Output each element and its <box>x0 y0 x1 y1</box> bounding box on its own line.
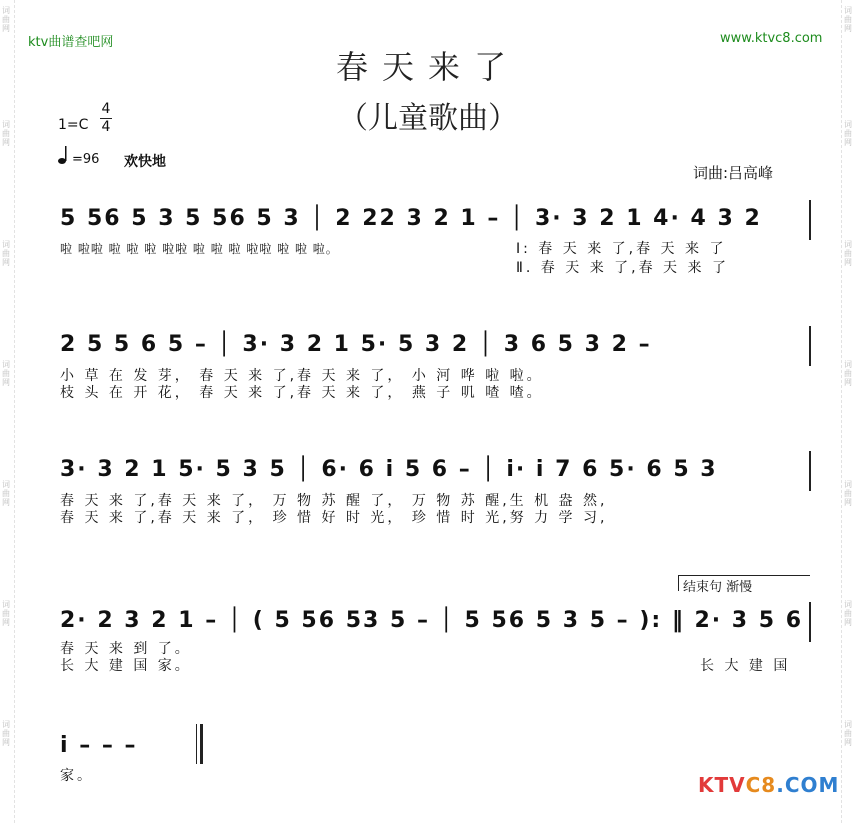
site-url-right: www.ktvc8.com <box>720 31 823 46</box>
key-signature: 1=C <box>58 117 89 133</box>
lyric-row-3-verse-1: 春 天 来 了,春 天 来 了， 万 物 苏 醒 了， 万 物 苏 醒,生 机 盎 然, <box>60 493 608 509</box>
gutter-text: 词曲网 <box>844 6 852 33</box>
notation-row-1: 5 56 5 3 5 56 5 3 │ 2 22 3 2 1 – │ 3· 3 2 1 4· 4 3 2 <box>60 206 762 231</box>
gutter-text: 词曲网 <box>2 480 10 507</box>
lyric-row-4-ending: 长 大 建 国 <box>700 658 791 674</box>
song-subtitle: （儿童歌曲） <box>338 101 518 136</box>
barline <box>809 200 811 240</box>
gutter-text: 词曲网 <box>844 600 852 627</box>
time-signature-top: 4 <box>101 101 111 117</box>
logo-part-b: C8 <box>745 773 777 797</box>
gutter-text: 词曲网 <box>2 720 10 747</box>
notation-row-2: 2 5 5 6 5 – │ 3· 3 2 1 5· 5 3 2 │ 3 6 5 3 2 – <box>60 332 652 357</box>
lyric-row-1-verse-2: Ⅱ. 春 天 来 了,春 天 来 了 <box>516 260 729 276</box>
lyric-row-2-verse-2: 枝 头 在 开 花， 春 天 来 了,春 天 来 了， 燕 子 叽 喳 喳。 <box>60 385 544 401</box>
quarter-note-icon <box>58 146 68 164</box>
site-name-left: ktv曲谱查吧网 <box>28 35 114 50</box>
gutter-text: 词曲网 <box>844 240 852 267</box>
barline <box>809 326 811 366</box>
expression-marking: 欢快地 <box>124 154 166 170</box>
final-barline-thick <box>200 724 203 764</box>
lyric-row-3-verse-2: 春 天 来 了,春 天 来 了， 珍 惜 好 时 光， 珍 惜 时 光,努 力 学 习, <box>60 510 608 526</box>
lyric-row-4-verse-2: 长 大 建 国 家。 <box>60 658 192 674</box>
lyric-row-1-verse-1b: Ⅰ: 春 天 来 了,春 天 来 了 <box>516 241 727 257</box>
notation-row-4: 2· 2 3 2 1 – │ ( 5 56 53 5 – │ 5 56 5 3 5 – ): ‖ 2· 3 5 6 <box>60 608 804 633</box>
gutter-text: 词曲网 <box>844 120 852 147</box>
time-signature <box>100 101 112 136</box>
site-logo <box>698 773 839 797</box>
composer-credit: 词曲:吕高峰 <box>693 164 774 182</box>
lyric-row-4-verse-1: 春 天 来 到 了。 <box>60 641 192 657</box>
logo-part-c: .COM <box>776 773 840 797</box>
final-barline-thin <box>196 724 197 764</box>
gutter-text: 词曲网 <box>2 120 10 147</box>
gutter-text: 词曲网 <box>844 360 852 387</box>
notation-row-5: i – – – <box>60 733 138 758</box>
gutter-text: 词曲网 <box>844 480 852 507</box>
lyric-row-2-verse-1: 小 草 在 发 芽， 春 天 来 了,春 天 来 了， 小 河 哗 啦 啦。 <box>60 368 544 384</box>
lyric-row-5: 家。 <box>60 768 94 784</box>
gutter-text: 词曲网 <box>2 6 10 33</box>
gutter-text: 词曲网 <box>2 600 10 627</box>
time-signature-bottom: 4 <box>101 119 111 135</box>
tempo-marking: =96 <box>72 152 100 167</box>
gutter-text: 词曲网 <box>2 240 10 267</box>
barline <box>809 451 811 491</box>
gutter-text: 词曲网 <box>844 720 852 747</box>
gutter-text: 词曲网 <box>2 360 10 387</box>
logo-part-a: KTV <box>698 773 746 797</box>
barline <box>809 602 811 642</box>
notation-row-3: 3· 3 2 1 5· 5 3 5 │ 6· 6 i 5 6 – │ i· i 7 6 5· 6 5 3 <box>60 457 718 482</box>
ending-bracket: 结束句 渐慢 <box>678 575 810 591</box>
lyric-row-1-verse-1: 啦 啦啦 啦 啦 啦 啦啦 啦 啦 啦 啦啦 啦 啦 啦。 <box>60 242 339 256</box>
song-title: 春天来了 <box>335 48 520 86</box>
